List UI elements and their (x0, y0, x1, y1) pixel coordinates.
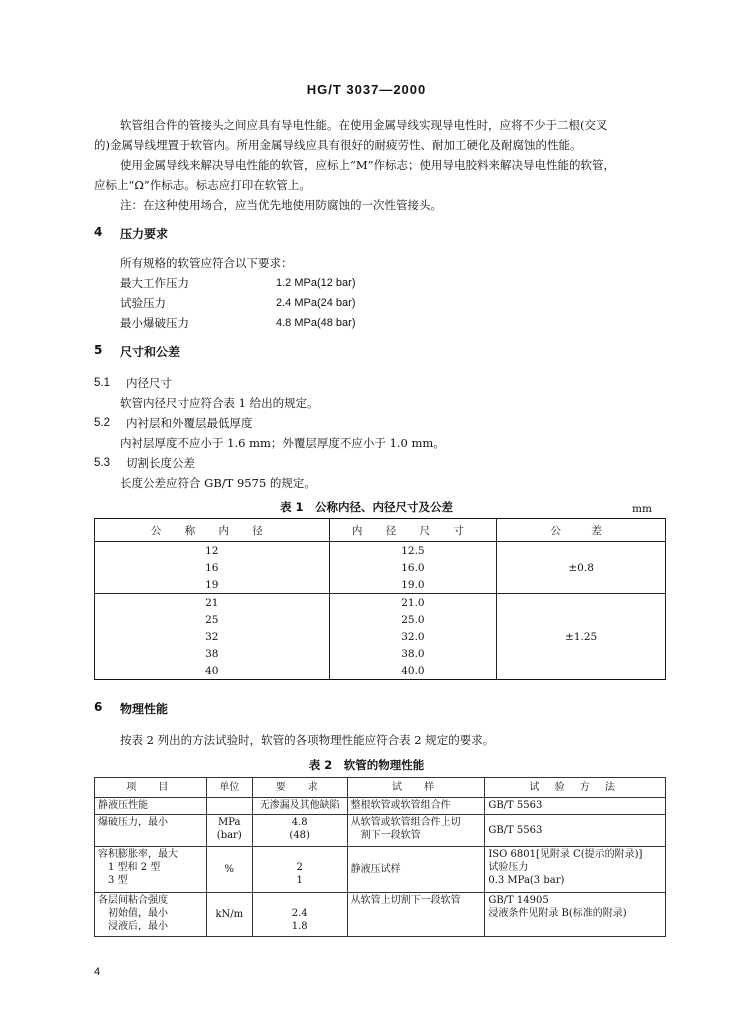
section-title: 压力要求 (120, 227, 169, 241)
pressure-value: 4.8 MPa(48 bar) (276, 317, 356, 329)
section-number: 4 (94, 225, 103, 239)
pressure-value: 1.2 MPa(12 bar) (276, 277, 356, 289)
inside-diameter: 32.0 (329, 628, 497, 645)
inside-diameter: 40.0 (329, 662, 497, 680)
property-requirement: 无渗漏及其他缺陷 (252, 798, 347, 815)
property-requirement: 2.4 1.8 (252, 893, 347, 937)
note: 注：在这种使用场合，应当优先地使用防腐蚀的一次性管接头。 (120, 198, 442, 212)
standard-header: HG/T 3037—2000 (306, 82, 427, 97)
pressure-label: 试验压力 (120, 296, 166, 310)
property-item: 各层间粘合强度 初始值，最小 浸液后，最小 (95, 893, 207, 937)
property-unit: % (206, 847, 252, 893)
subsection-title: 内径尺寸 (126, 376, 172, 390)
paragraph-line: 软管内径尺寸应符合表 1 给出的规定。 (120, 396, 319, 410)
property-unit: kN/m (206, 893, 252, 937)
paragraph-line: 长度公差应符合 GB/T 9575 的规定。 (120, 476, 316, 490)
subsection-number: 5.3 (94, 457, 110, 469)
inside-diameter: 19.0 (329, 576, 497, 594)
pressure-value: 2.4 MPa(24 bar) (276, 297, 356, 309)
section-title: 尺寸和公差 (120, 345, 181, 359)
table2-header: 单位 (206, 778, 252, 798)
page-number: 4 (94, 966, 101, 978)
paragraph-line: 应标上“Ω”作标志。标志应打印在软管上。 (94, 178, 311, 192)
subsection-number: 5.2 (94, 417, 110, 429)
pressure-label: 最大工作压力 (120, 276, 189, 290)
inside-diameter: 16.0 (329, 559, 497, 576)
inside-diameter: 25.0 (329, 611, 497, 628)
paragraph-line: 软管组合件的管接头之间应具有导电性能。在使用金属导线实现导电性时，应将不少于二根(交叉 (120, 118, 608, 132)
subsection-title: 切割长度公差 (126, 456, 195, 470)
section-number: 5 (94, 343, 103, 357)
paragraph-line: 的)金属导线埋置于软管内。所用金属导线应具有很好的耐疲劳性、耐加工硬化及耐腐蚀的性能。 (94, 138, 582, 152)
property-method: ISO 6801[见附录 C(提示的附录)] 试验压力 0.3 MPa(3 bar) (485, 847, 666, 893)
property-requirement: 2 1 (252, 847, 347, 893)
nominal-bore: 38 (95, 645, 330, 662)
paragraph-line: 使用金属导线来解决导电性能的软管，应标上“M”作标志；使用导电胶料来解决导电性能的软管， (120, 158, 616, 172)
table2 (94, 777, 666, 937)
table-row (95, 594, 666, 612)
table1-header: 公 称 内 径 (95, 519, 330, 542)
inside-diameter: 21.0 (329, 594, 497, 612)
property-item: 静液压性能 (95, 798, 207, 815)
property-sample: 从软管或软管组合件上切 割下一段软管 (347, 815, 485, 847)
property-method: GB/T 5563 (485, 798, 666, 815)
property-sample: 整根软管或软管组合件 (347, 798, 485, 815)
section-number: 6 (94, 700, 103, 714)
nominal-bore: 32 (95, 628, 330, 645)
nominal-bore: 25 (95, 611, 330, 628)
property-item: 爆破压力，最小 (95, 815, 207, 847)
nominal-bore: 19 (95, 576, 330, 594)
table2-header: 试 样 (347, 778, 485, 798)
nominal-bore: 40 (95, 662, 330, 680)
table2-header: 试 验 方 法 (485, 778, 666, 798)
paragraph-line: 按表 2 列出的方法试验时，软管的各项物理性能应符合表 2 规定的要求。 (120, 733, 495, 747)
table1-header: 内 径 尺 寸 (329, 519, 497, 542)
table-row (95, 798, 666, 815)
section-title: 物理性能 (120, 702, 169, 716)
inside-diameter: 12.5 (329, 542, 497, 560)
pressure-label: 最小爆破压力 (120, 316, 189, 330)
table1-caption: 表 1 公称内径、内径尺寸及公差 (279, 500, 453, 514)
paragraph-line: 所有规格的软管应符合以下要求： (120, 256, 293, 270)
property-method: GB/T 14905 浸液条件见附录 B(标准的附录) (485, 893, 666, 937)
property-sample: 从软管上切割下一段软管 (347, 893, 485, 937)
nominal-bore: 12 (95, 542, 330, 560)
table1-unit: mm (632, 503, 652, 515)
property-requirement: 4.8 (48) (252, 815, 347, 847)
nominal-bore: 21 (95, 594, 330, 612)
property-unit: MPa (bar) (206, 815, 252, 847)
nominal-bore: 16 (95, 559, 330, 576)
table2-header: 要 求 (252, 778, 347, 798)
tolerance: ±0.8 (497, 542, 666, 594)
table-row (95, 815, 666, 847)
property-unit (206, 798, 252, 815)
table2-caption: 表 2 软管的物理性能 (308, 758, 425, 772)
subsection-number: 5.1 (94, 377, 110, 389)
table1 (94, 518, 666, 680)
property-item: 容积膨胀率，最大 1 型和 2 型 3 型 (95, 847, 207, 893)
paragraph-line: 内衬层厚度不应小于 1.6 mm；外覆层厚度不应小于 1.0 mm。 (120, 436, 445, 450)
inside-diameter: 38.0 (329, 645, 497, 662)
table-row (95, 893, 666, 937)
table-row (95, 847, 666, 893)
property-sample: 静液压试样 (347, 847, 485, 893)
tolerance: ±1.25 (497, 594, 666, 680)
subsection-title: 内衬层和外覆层最低厚度 (126, 416, 253, 430)
table-row (95, 542, 666, 560)
property-method: GB/T 5563 (485, 815, 666, 847)
table2-header: 项 目 (95, 778, 207, 798)
table1-header: 公 差 (497, 519, 666, 542)
